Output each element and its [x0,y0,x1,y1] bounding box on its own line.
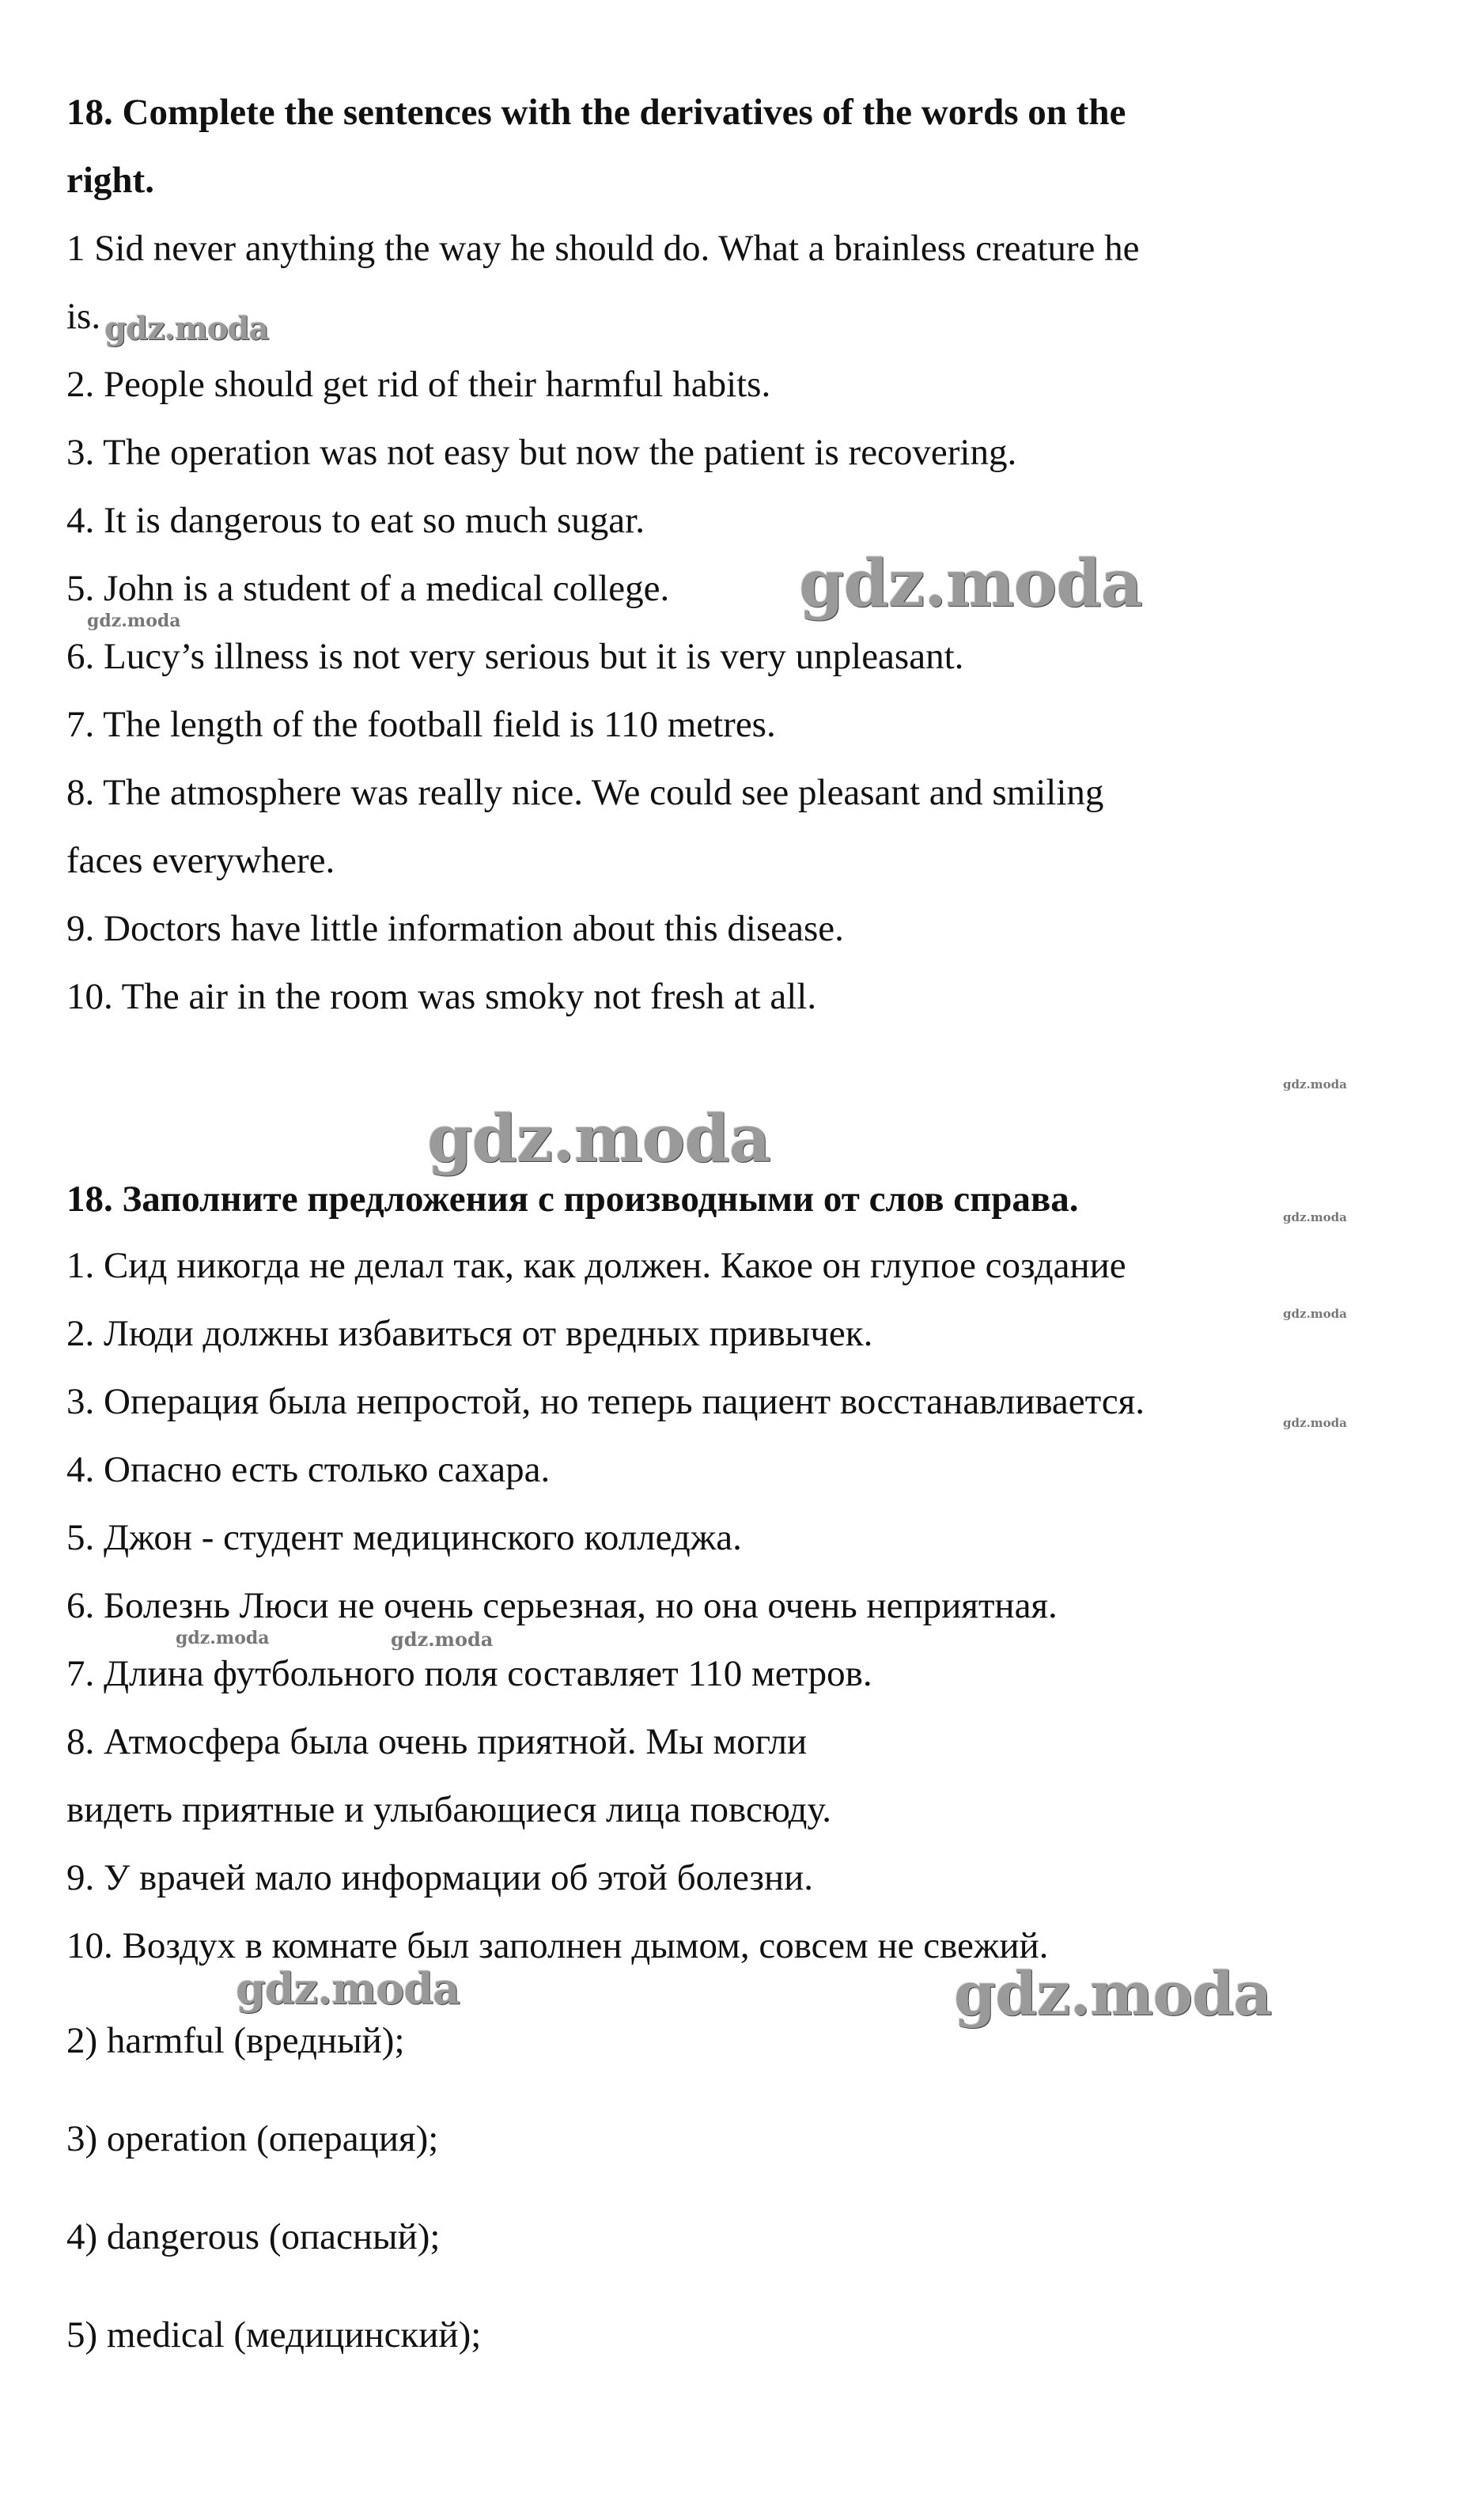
english-task-title-cont: right. [66,160,154,201]
watermark: gdz.moda [954,1958,1272,2029]
russian-sentence: 1. Сид никогда не делал так, как должен. Какое он глупое создание [66,1245,1126,1286]
english-task-title: 18. Complete the sentences with the derivatives of the words on the [66,92,1126,133]
answer-item: 4) dangerous (опасный); [66,2216,441,2257]
english-sentence: 7. The length of the football field is 110 metres. [66,704,776,745]
watermark: gdz.moda [799,546,1142,622]
russian-sentence: 6. Болезнь Люси не очень серьезная, но она очень неприятная. [66,1585,1058,1626]
watermark: gdz.moda [391,1628,494,1651]
english-sentence: 9. Doctors have little information about this disease. [66,908,844,949]
russian-sentence: видеть приятные и улыбающиеся лица повсюду. [66,1789,831,1830]
watermark: gdz.moda [427,1101,770,1177]
russian-sentence: 7. Длина футбольного поля составляет 110 метров. [66,1653,872,1694]
watermark: gdz.moda [1283,1307,1347,1321]
answer-item: 5) medical (медицинский); [66,2314,482,2355]
watermark: gdz.moda [1283,1077,1347,1092]
english-sentence: 5. John is a student of a medical college. [66,568,670,609]
russian-sentence: 10. Воздух в комнате был заполнен дымом, совсем не свежий. [66,1925,1049,1966]
answer-item: 3) operation (операция); [66,2118,439,2159]
english-sentence: 3. The operation was not easy but now the patient is recovering. [66,432,1017,473]
watermark: gdz.moda [1283,1416,1347,1430]
russian-sentence: 3. Операция была непростой, но теперь пациент восстанавливается. [66,1381,1145,1422]
watermark: gdz.moda [236,1963,460,2014]
russian-sentence: 8. Атмосфера была очень приятной. Мы могли [66,1721,808,1762]
english-sentence: 10. The air in the room was smoky not fresh at all. [66,976,817,1017]
russian-sentence: 5. Джон - студент медицинского колледжа. [66,1517,742,1558]
english-sentence: faces everywhere. [66,840,335,881]
english-sentence: 6. Lucy’s illness is not very serious but it is very unpleasant. [66,636,964,677]
english-sentence: is. [66,296,101,337]
watermark: gdz.moda [1283,1210,1347,1224]
answer-item: 2) harmful (вредный); [66,2020,405,2061]
watermark: gdz.moda [104,310,269,347]
english-sentence: 4. It is dangerous to eat so much sugar. [66,500,645,541]
english-sentence: 8. The atmosphere was really nice. We could see pleasant and smiling [66,772,1104,813]
russian-task-title: 18. Заполните предложения с производными от слов справа. [66,1179,1079,1220]
russian-sentence: 4. Опасно есть столько сахара. [66,1449,551,1490]
english-sentence: 2. People should get rid of their harmful habits. [66,364,771,405]
english-sentence: 1 Sid never anything the way he should do. What a brainless creature he [66,228,1140,269]
watermark: gdz.moda [176,1628,270,1648]
watermark: gdz.moda [87,611,181,631]
russian-sentence: 9. У врачей мало информации об этой болезни. [66,1857,813,1898]
russian-sentence: 2. Люди должны избавиться от вредных привычек. [66,1313,873,1354]
